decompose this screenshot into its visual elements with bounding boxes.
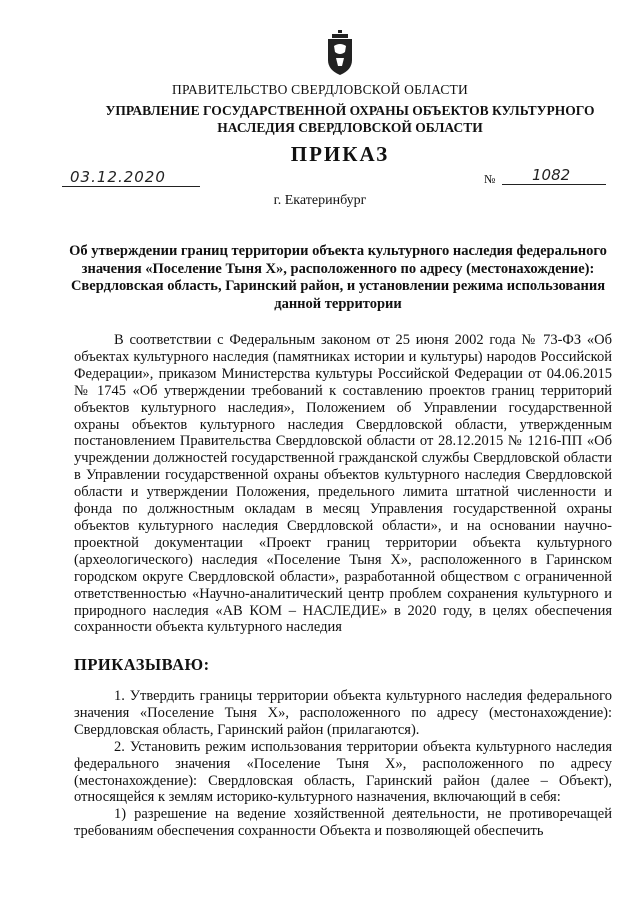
document-type: ПРИКАЗ: [290, 142, 390, 166]
number-label: №: [484, 172, 496, 186]
department-name: УПРАВЛЕНИЕ ГОСУДАРСТВЕННОЙ ОХРАНЫ ОБЪЕКТОВ КУЛЬТУРНОГО НАСЛЕДИЯ СВЕРДЛОВСКОЙ ОБЛАСТИ: [105, 103, 595, 135]
preamble: [74, 332, 612, 636]
order-number: 1082: [502, 166, 606, 185]
order-item: 2. Установить режим использования территории объекта культурного наследия федерального значения «Поселение Тыня Х», расположенного по адресу (местонахождение): Свердловская область, Гаринский район (далее – Объект), относящейся к землям историко-культурного назначения, включающий в себя:: [74, 738, 612, 806]
order-title: Об утверждении границ территории объекта культурного наследия федерального значения «Поселение Тыня Х», расположенного по адресу (местонахождение): Свердловская область, Гаринский район, и установлении режима использования данной территории: [69, 243, 607, 312]
order-items: [74, 688, 612, 840]
city: г. Екатеринбург: [273, 193, 367, 208]
order-item: 1) разрешение на ведение хозяйственной деятельности, не противоречащей требованиям обеспечения сохранности Объекта и позволяющей обеспечить: [74, 806, 612, 840]
preamble-paragraph: В соответствии с Федеральным законом от 25 июня 2002 года № 73-ФЗ «Об объектах культурного наследия (памятниках истории и культуры) народов Российской Федерации», приказом Министерства культуры Российской Федерации от 04.06.2015 № 1745 «Об утверждении требований к составлению проектов границ территорий объектов культурного наследия», Положением об Управлении государственной охраны объектов культурного наследия Свердловской области, утвержденным постановлением Правительства Свердловской области от 28.12.2015 № 1216-ПП «Об учреждении должностей государственной гражданской службы Свердловской области в Управлении государственной охраны объектов культурного наследия Свердловской области и утверждении Положения, предельного лимита штатной численности и фонда по должностным окладам в месяц Управления государственной охраны объектов культурного наследия Свердловской области», и на основании научно-проектной документации «Проект границ территории объекта культурного (археологического) наследия «Поселение Тыня Х», расположенного в Гаринском городском округе Свердловской области», разработанной обществом с ограниченной ответственностью «Научно-аналитический центр проблем сохранения культурного и природного наследия «АВ КОМ – НАСЛЕДИЕ» в 2020 году, в целях обеспечения сохранности объекта культурного наследия: [74, 332, 612, 636]
order-item: 1. Утвердить границы территории объекта культурного наследия федерального значения «Поселение Тыня Х», расположенного по адресу (местонахождение): Свердловская область, Гаринский район (прилагаются).: [74, 688, 612, 738]
government-name: ПРАВИТЕЛЬСТВО СВЕРДЛОВСКОЙ ОБЛАСТИ: [172, 82, 468, 97]
order-word: ПРИКАЗЫВАЮ:: [74, 655, 210, 674]
coat-of-arms-icon: [326, 30, 354, 76]
order-date: 03.12.2020: [62, 168, 200, 187]
